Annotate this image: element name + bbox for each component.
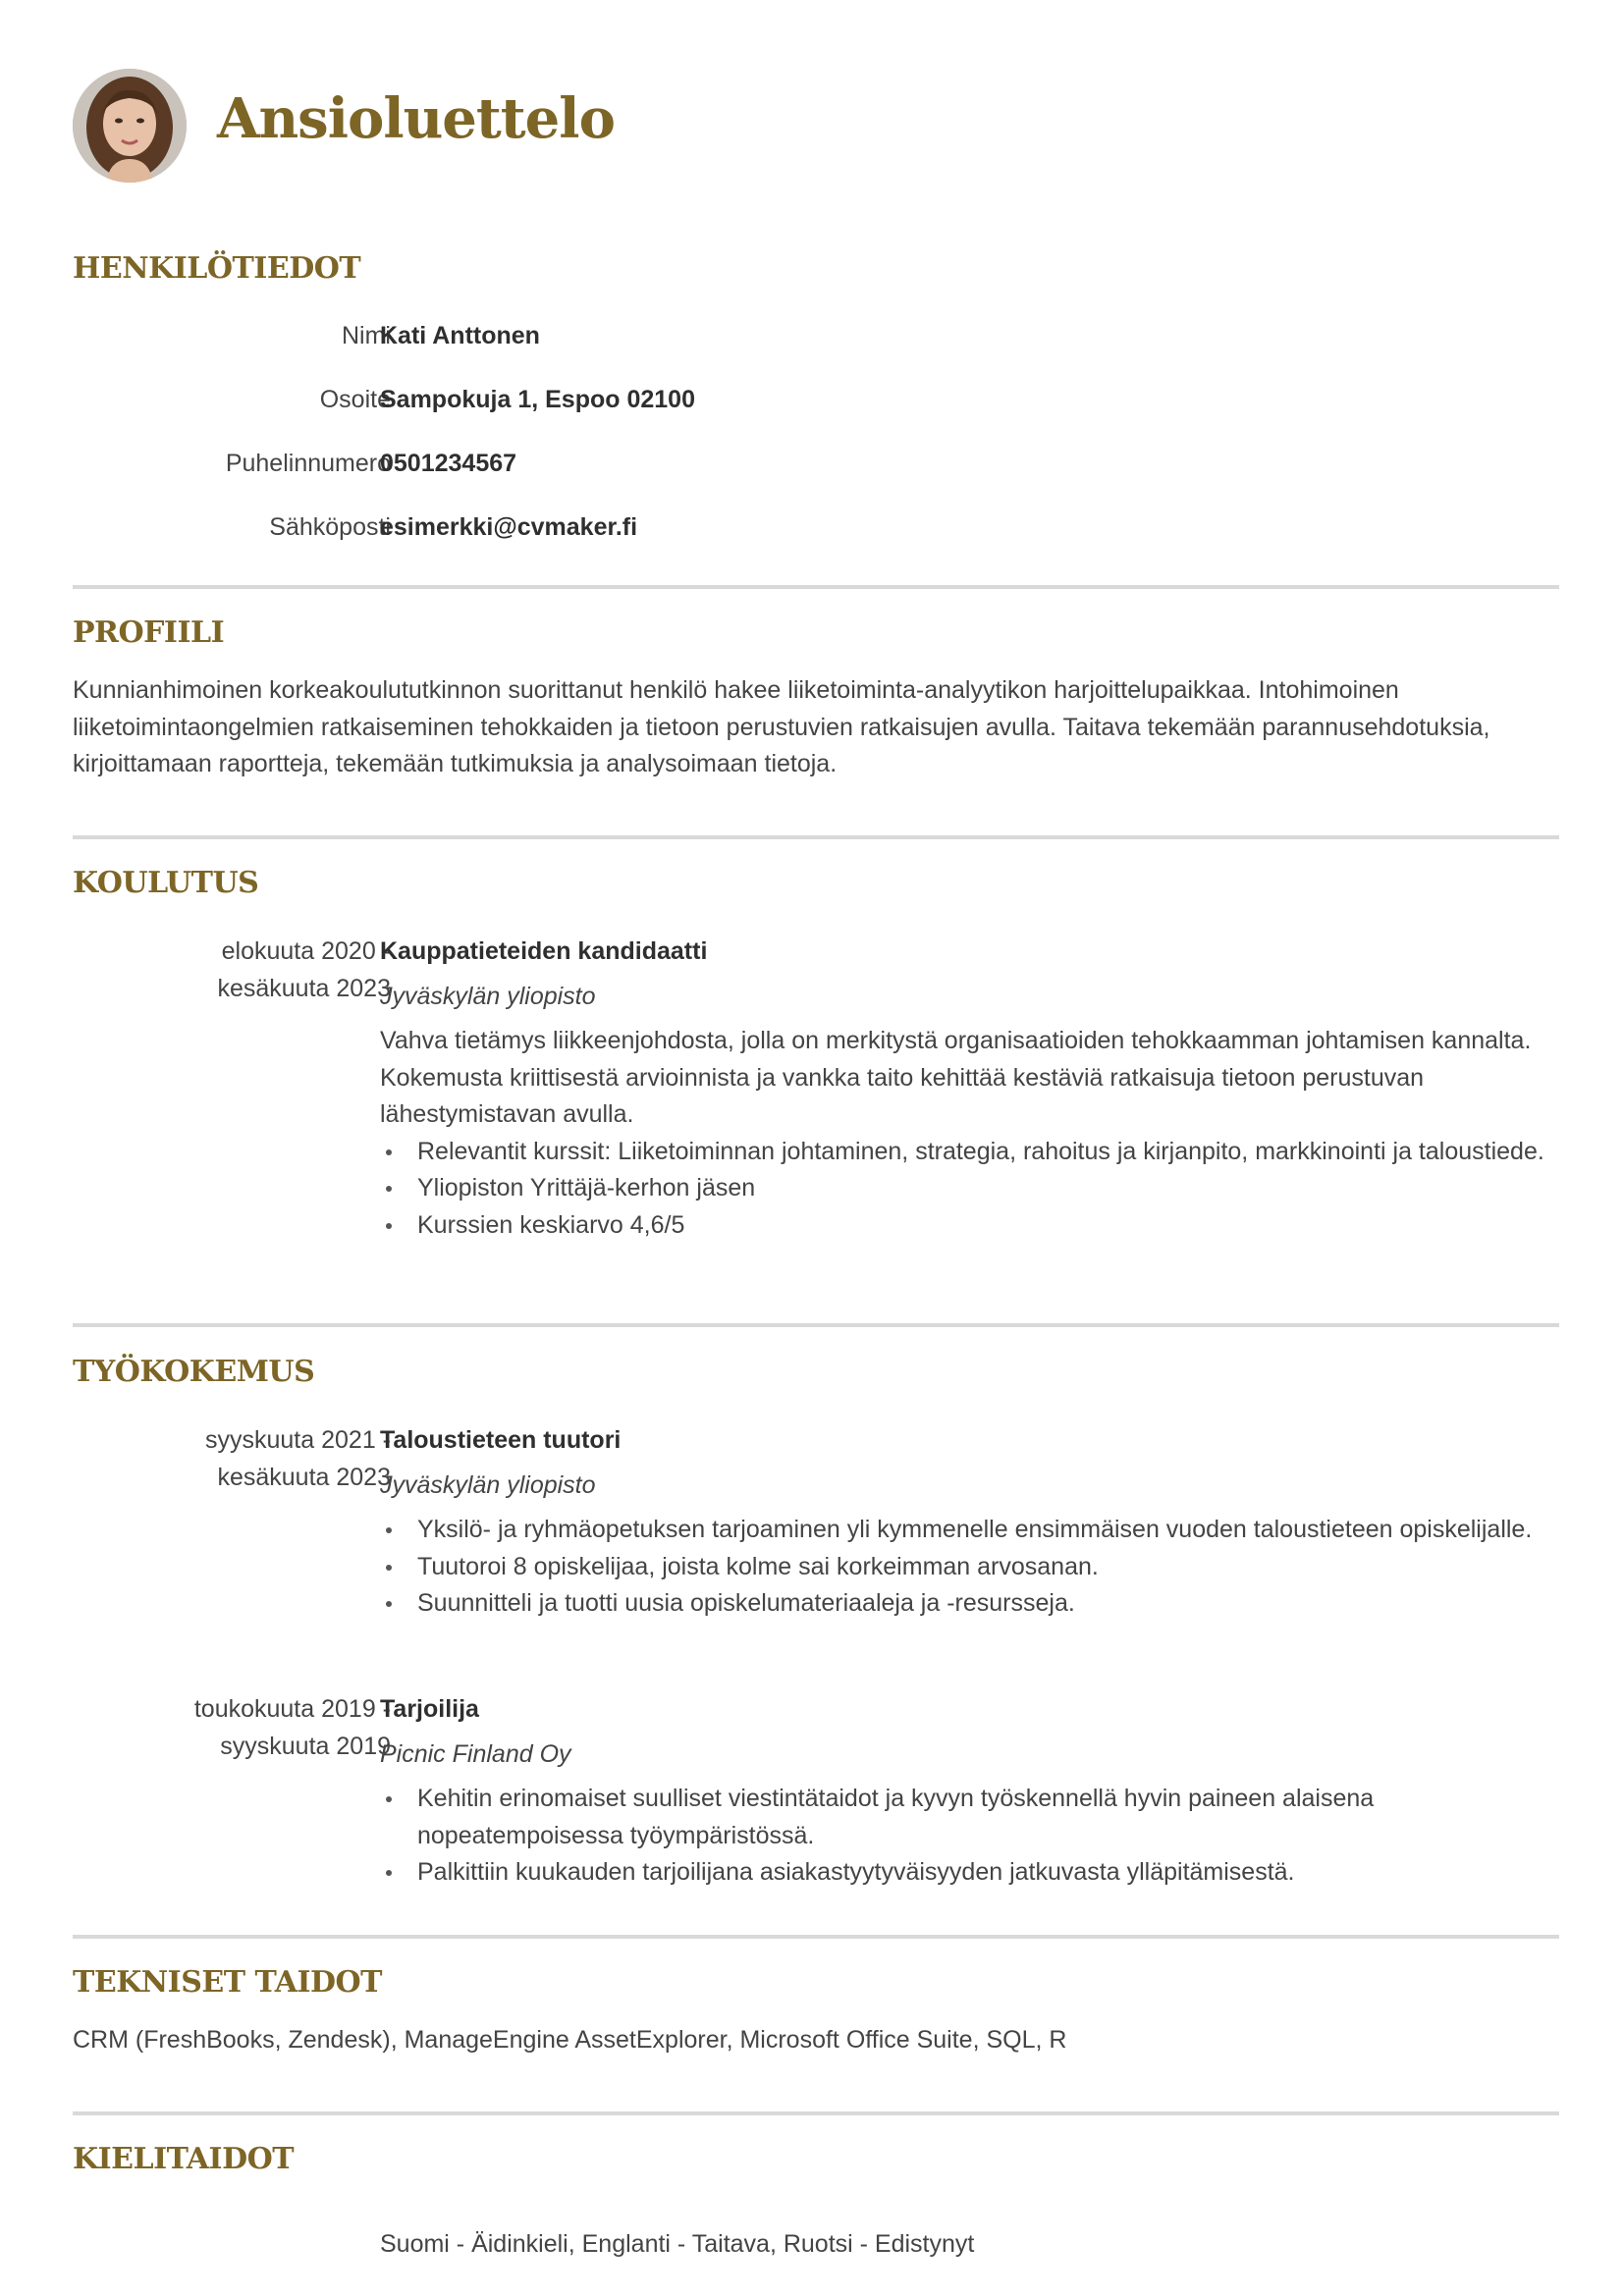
languages-text: Suomi - Äidinkieli, Englanti - Taitava, Ruotsi - Edistynyt [380, 2230, 975, 2258]
bullet-list [380, 1781, 1558, 1892]
header [73, 69, 1559, 187]
entry-title: Tarjoilija [380, 1695, 479, 1723]
personal-section [73, 251, 1559, 287]
info-value: 0501234567 [380, 450, 517, 477]
section-title: PROFIILI [73, 615, 225, 650]
entry-body [380, 1691, 1558, 1892]
work-section [73, 1355, 1559, 1390]
section-divider [73, 2111, 1559, 2115]
entry-date [155, 1691, 391, 1765]
section-divider [73, 835, 1559, 839]
entry-date [155, 1422, 391, 1496]
profile-text: Kunnianhimoinen korkeakoulututkinnon suorittanut henkilö hakee liiketoiminta-analyytikon harjoittelupaikkaa. Intohimoinen liiketoimintaongelmien ratkaiseminen tehokkaiden ja tietoon perustuvien ratkaisujen avulla. Taitava tekemään parannusehdotuksia, kirjoittamaan raportteja, tekemään tutkimuksia ja analysoimaan tietoja. [73, 676, 1490, 777]
info-label: Osoite [319, 386, 391, 413]
list-item: Kehitin erinomaiset suulliset viestintätaidot ja kyvyn työskennellä hyvin paineen alaisena nopeatempoisessa työympäristössä. [380, 1781, 1558, 1854]
section-title: HENKILÖTIEDOT [73, 251, 361, 286]
info-row-phone [73, 444, 1559, 483]
date-end: kesäkuuta 2023 [217, 1463, 391, 1491]
date-start: elokuuta 2020 - [221, 937, 391, 965]
section-divider [73, 585, 1559, 589]
date-start: syyskuuta 2021 - [205, 1426, 391, 1454]
entry-organization: Jyväskylän yliopisto [380, 982, 596, 1010]
page-title: Ansioluettelo [217, 86, 615, 151]
date-end: kesäkuuta 2023 [217, 974, 391, 1002]
profile-photo-icon [73, 69, 187, 183]
entry-title: Kauppatieteiden kandidaatti [380, 937, 708, 965]
section-title: TEKNISET TAIDOT [73, 1965, 382, 2000]
list-item: Palkittiin kuukauden tarjoilijana asiakastyytyväisyyden jatkuvasta ylläpitämisestä. [380, 1854, 1558, 1892]
info-row-address [73, 380, 1559, 419]
bullet-list [380, 1512, 1558, 1623]
bullet-list [380, 1134, 1558, 1245]
entry-body [380, 1422, 1558, 1623]
profile-section [73, 615, 1559, 783]
list-item: Kurssien keskiarvo 4,6/5 [380, 1207, 1558, 1245]
entry-date [155, 934, 391, 1007]
info-value: Sampokuja 1, Espoo 02100 [380, 386, 695, 413]
section-divider [73, 1935, 1559, 1939]
skills-text: CRM (FreshBooks, Zendesk), ManageEngine AssetExplorer, Microsoft Office Suite, SQL, R [73, 2026, 1067, 2054]
education-section [73, 866, 1559, 901]
info-row-email [73, 507, 1559, 547]
info-row-name [73, 316, 1559, 355]
section-title: KIELITAIDOT [73, 2142, 295, 2176]
entry-organization: Picnic Finland Oy [380, 1739, 571, 1768]
entry-title: Taloustieteen tuutori [380, 1426, 622, 1454]
list-item: Tuutoroi 8 opiskelijaa, joista kolme sai korkeimman arvosanan. [380, 1549, 1558, 1586]
avatar [73, 69, 187, 183]
list-item: Suunnitteli ja tuotti uusia opiskelumateriaaleja ja -resursseja. [380, 1585, 1558, 1623]
list-item: Relevantit kurssit: Liiketoiminnan johtaminen, strategia, rahoitus ja kirjanpito, markkinointi ja taloustiede. [380, 1134, 1558, 1171]
entry-body [380, 934, 1558, 1244]
section-title: TYÖKOKEMUS [73, 1355, 315, 1389]
info-label: Nimi [342, 322, 391, 349]
skills-section [73, 1965, 1559, 2059]
list-item: Yliopiston Yrittäjä-kerhon jäsen [380, 1170, 1558, 1207]
entry-organization: Jyväskylän yliopisto [380, 1470, 596, 1499]
list-item: Yksilö- ja ryhmäopetuksen tarjoaminen yli kymmenelle ensimmäisen vuoden taloustieteen opiskelijalle. [380, 1512, 1558, 1549]
date-start: toukokuuta 2019 - [193, 1695, 391, 1723]
entry-description: Vahva tietämys liikkeenjohdosta, jolla on merkitystä organisaatioiden tehokkaamman johtamisen kannalta. Kokemusta kriittisestä arvioinnista ja vankka taito kehittää kestäviä ratkaisuja tietoon perustuvan lähestymistavan avulla. [380, 1027, 1532, 1128]
section-title: KOULUTUS [73, 866, 259, 900]
info-label: Sähköposti [269, 513, 391, 541]
info-value: esimerkki@cvmaker.fi [380, 513, 638, 541]
languages-section [73, 2142, 1559, 2177]
info-label: Puhelinnumero [225, 450, 391, 477]
section-divider [73, 1323, 1559, 1327]
info-value: Kati Anttonen [380, 322, 540, 349]
date-end: syyskuuta 2019 [220, 1732, 391, 1760]
